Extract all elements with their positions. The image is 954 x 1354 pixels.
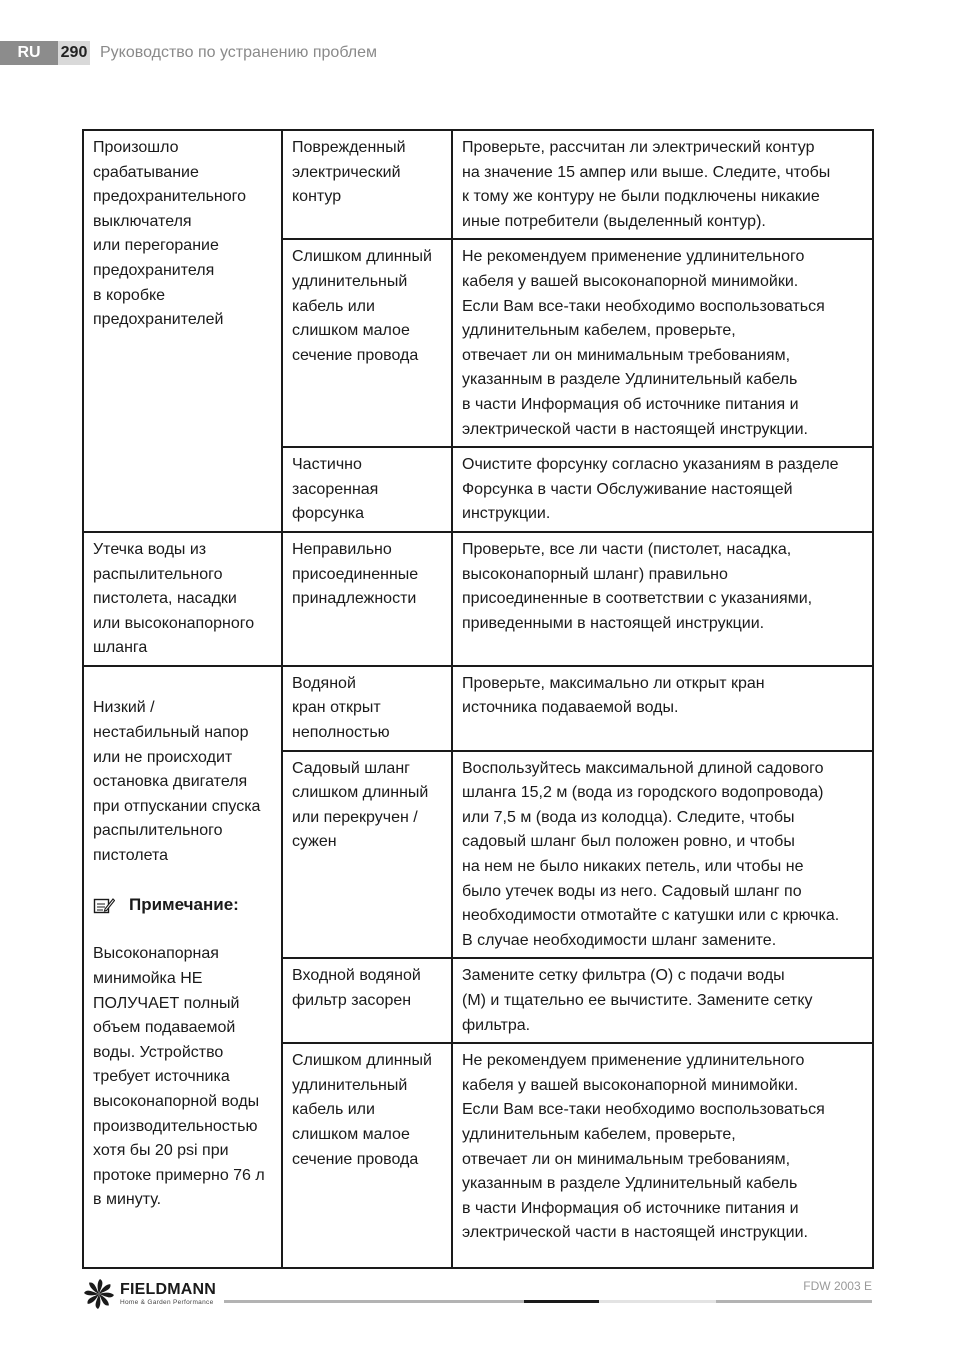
problem-cell: Утечка воды из распылительного пистолета, насадки или высоконапорного шланга (83, 532, 282, 666)
brand-logo (82, 1279, 216, 1309)
note-label: Примечание: (129, 895, 239, 915)
brand-name: FIELDMANN (120, 1280, 217, 1298)
problem-text: Низкий / нестабильный напор или не происходит остановка двигателя при отпускании спуска распылительного пистолета (93, 699, 261, 865)
cause-cell: Слишком длинный удлинительный кабель или слишком малое сечение провода (282, 239, 452, 447)
language-badge: RU (0, 41, 58, 65)
solution-cell: Замените сетку фильтра (O) с подачи воды (M) и тщательно ее вычистите. Замените сетку фильтра. (452, 958, 873, 1043)
table-row (83, 666, 873, 751)
table-row (83, 532, 873, 666)
footer-bar-segment (524, 1300, 599, 1303)
cause-cell: Водяной кран открыт неполностью (282, 666, 452, 751)
cause-cell: Слишком длинный удлинительный кабель или слишком малое сечение провода (282, 1043, 452, 1268)
footer-bar-segment (224, 1300, 524, 1303)
problem-cell: Произошло срабатывание предохранительного выключателя или перегорание предохранителя в коробке предохранителей (83, 130, 282, 532)
page-number: 290 (58, 41, 90, 65)
troubleshooting-table (82, 129, 874, 1269)
footer-bar-segment (599, 1300, 716, 1303)
page-header (0, 41, 377, 65)
solution-cell: Очистите форсунку согласно указаниям в разделе Форсунка в части Обслуживание настоящей инструкции. (452, 447, 873, 532)
note-text: Высоконапорная минимойка НЕ ПОЛУЧАЕТ полный объем подаваемой воды. Устройство требует источника высоконапорной воды производительностью хотя бы 20 psi при протоке примерно 76 л в минуту. (93, 945, 265, 1209)
table-row (83, 130, 873, 239)
problem-cell (83, 666, 282, 1268)
solution-cell: Проверьте, максимально ли открыт кран источника подаваемой воды. (452, 666, 873, 751)
solution-cell: Воспользуйтесь максимальной длиной садового шланга 15,2 м (вода из городского водопровода) или 7,5 м (вода из колодца). Следите, чтобы садовый шланг был положен ровно, и чтобы на нем не было никаких петель, или чтобы не было утечек воды из него. Садовый шланг по необходимости отмотайте с катушки или с крючка. В случае необходимости шланг замените. (452, 751, 873, 959)
solution-cell: Проверьте, все ли части (пистолет, насадка, высоконапорный шланг) правильно присоединенные в соответствии с указаниями, приведенными в настоящей инструкции. (452, 532, 873, 666)
cause-cell: Неправильно присоединенные принадлежности (282, 532, 452, 666)
solution-cell: Проверьте, рассчитан ли электрический контур на значение 15 ампер или выше. Следите, чтобы к тому же контуру не были подключены никакие иные потребители (выделенный контур). (452, 130, 873, 239)
brand-tagline: Home & Garden Performance (120, 1298, 214, 1306)
brand-text (120, 1282, 216, 1307)
cause-cell: Частично засоренная форсунка (282, 447, 452, 532)
cause-cell: Поврежденный электрический контур (282, 130, 452, 239)
solution-cell: Не рекомендуем применение удлинительного кабеля у вашей высоконапорной минимойки. Если Вам все-таки необходимо воспользоваться удлинительным кабелем, проверьте, отвечает ли он минимальным требованиям, указанным в разделе Удлинительный кабель в части Информация об источнике питания и электрической части в настоящей инструкции. (452, 1043, 873, 1268)
cause-cell: Входной водяной фильтр засорен (282, 958, 452, 1043)
section-title: Руководство по устранению проблем (100, 44, 377, 61)
model-number: FDW 2003 E (803, 1279, 872, 1293)
footer-bar-segment (716, 1300, 872, 1303)
note-pencil-icon (93, 897, 115, 915)
cause-cell: Садовый шланг слишком длинный или перекручен / сужен (282, 751, 452, 959)
fan-logo-icon (82, 1277, 116, 1311)
note-heading (93, 893, 273, 918)
solution-cell: Не рекомендуем применение удлинительного кабеля у вашей высоконапорной минимойки. Если Вам все-таки необходимо воспользоваться удлинительным кабелем, проверьте, отвечает ли он минимальным требованиям, указанным в разделе Удлинительный кабель в части Информация об источнике питания и электрической части в настоящей инструкции. (452, 239, 873, 447)
